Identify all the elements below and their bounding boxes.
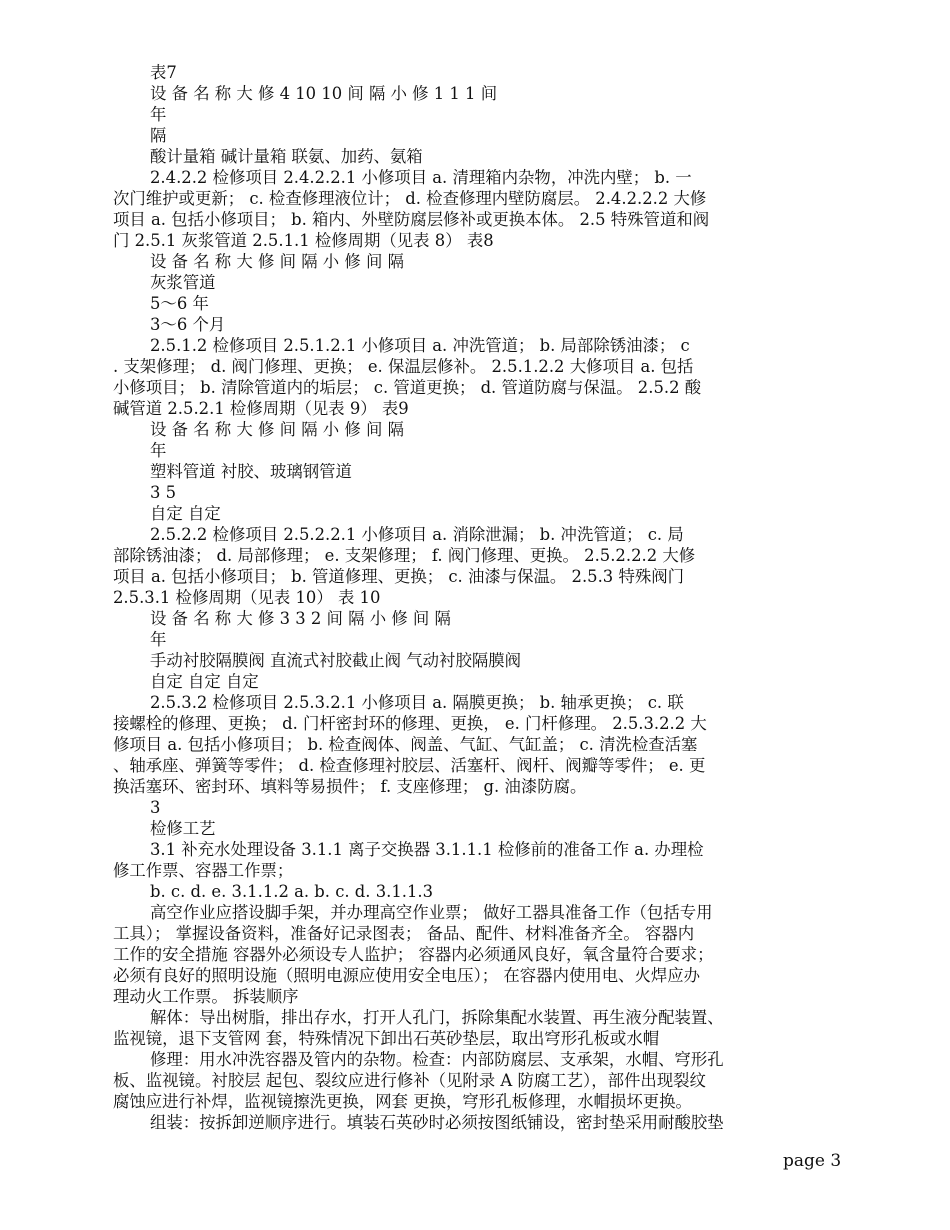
- document-body: [113, 62, 813, 1133]
- text-line: 小修项目； b. 清除管道内的垢层； c. 管道更换； d. 管道防腐与保温。 2.5.2 酸: [113, 378, 702, 397]
- text-line: 修工作票、容器工作票；: [113, 861, 294, 880]
- text-line: 5～6 年: [150, 294, 209, 313]
- text-line: 板、监视镜。衬胶层 起包、裂纹应进行修补（见附录 A 防腐工艺），部件出现裂纹: [113, 1071, 706, 1090]
- text-line: 自定 自定: [150, 504, 221, 523]
- text-line: 门 2.5.1 灰浆管道 2.5.1.1 检修周期（见表 8） 表8: [113, 231, 494, 250]
- text-line: 次门维护或更新； c. 检查修理液位计； d. 检查修理内壁防腐层。 2.4.2.2.2 大修: [113, 189, 707, 208]
- text-line: 年: [150, 441, 167, 460]
- text-line: 设 备 名 称 大 修 间 隔 小 修 间 隔: [150, 420, 404, 439]
- text-line: 年: [150, 630, 167, 649]
- text-line: 表7: [150, 63, 177, 82]
- text-line: 碱管道 2.5.2.1 检修周期（见表 9） 表9: [113, 399, 409, 418]
- text-line: 塑料管道 衬胶、玻璃钢管道: [150, 462, 352, 481]
- text-line: 3.1 补充水处理设备 3.1.1 离子交换器 3.1.1.1 检修前的准备工作 a. 办理检: [150, 840, 704, 859]
- text-line: 隔: [150, 126, 167, 145]
- text-line: 酸计量箱 碱计量箱 联氨、加药、氨箱: [150, 147, 423, 166]
- text-line: 2.5.3.1 检修周期（见表 10） 表 10: [113, 588, 381, 607]
- text-line: 必须有良好的照明设施（照明电源应使用安全电压）； 在容器内使用电、火焊应办: [113, 966, 701, 985]
- text-line: 自定 自定 自定: [150, 672, 259, 691]
- text-line: 3: [150, 798, 161, 817]
- text-line: 修理：用水冲洗容器及管内的杂物。检查：内部防腐层、支承架，水帽、穹形孔: [150, 1050, 724, 1069]
- text-line: 、轴承座、弹簧等零件； d. 检查修理衬胶层、活塞杆、阀杆、阀瓣等零件； e. 更: [113, 756, 706, 775]
- text-line: 设 备 名 称 大 修 4 10 10 间 隔 小 修 1 1 1 间: [150, 84, 498, 103]
- text-line: 接螺栓的修理、更换； d. 门杆密封环的修理、更换， e. 门杆修理。 2.5.3.2.2 大: [113, 714, 707, 733]
- text-line: 换活塞环、密封环、填料等易损件； f. 支座修理； g. 油漆防腐。: [113, 777, 587, 796]
- text-line: 2.5.3.2 检修项目 2.5.3.2.1 小修项目 a. 隔膜更换； b. 轴承更换； c. 联: [150, 693, 684, 712]
- text-line: 解体：导出树脂，排出存水，打开人孔门，拆除集配水装置、再生液分配装置、: [150, 1008, 724, 1027]
- text-line: 修项目 a. 包括小修项目； b. 检查阀体、阀盖、气缸、气缸盖； c. 清洗检查活塞: [113, 735, 698, 754]
- text-line: 高空作业应搭设脚手架，并办理高空作业票； 做好工器具准备工作（包括专用: [150, 903, 713, 922]
- text-line: 2.5.2.2 检修项目 2.5.2.2.1 小修项目 a. 消除泄漏； b. 冲洗管道； c. 局: [150, 525, 684, 544]
- text-line: 腐蚀应进行补焊，监视镜擦洗更换，网套 更换，穹形孔板修理，水帽损坏更换。: [113, 1092, 692, 1111]
- text-line: 理动火工作票。 拆装顺序: [113, 987, 299, 1006]
- text-line: 2.5.1.2 检修项目 2.5.1.2.1 小修项目 a. 冲洗管道； b. 局部除锈油漆； c: [150, 336, 690, 355]
- text-line: 工作的安全措施 容器外必须设专人监护； 容器内必须通风良好，氧含量符合要求；: [113, 945, 714, 964]
- text-line: 监视镜，退下支管网 套，特殊情况下卸出石英砂垫层，取出穹形孔板或水帽: [113, 1029, 660, 1048]
- text-line: 工具）； 掌握设备资料，准备好记录图表； 备品、配件、材料准备齐全。 容器内: [113, 924, 695, 943]
- text-line: 手动衬胶隔膜阀 直流式衬胶截止阀 气动衬胶隔膜阀: [150, 651, 522, 670]
- text-line: 年: [150, 105, 167, 124]
- text-line: 灰浆管道: [150, 273, 216, 292]
- text-line: 3～6 个月: [150, 315, 226, 334]
- text-line: b. c. d. e. 3.1.1.2 a. b. c. d. 3.1.1.3: [150, 882, 434, 901]
- text-line: 设 备 名 称 大 修 3 3 2 间 隔 小 修 间 隔: [150, 609, 451, 628]
- text-line: 设 备 名 称 大 修 间 隔 小 修 间 隔: [150, 252, 404, 271]
- text-line: . 支架修理； d. 阀门修理、更换； e. 保温层修补。 2.5.1.2.2 大修项目 a. 包括: [113, 357, 694, 376]
- text-line: 项目 a. 包括小修项目； b. 箱内、外壁防腐层修补或更换本体。 2.5 特殊管道和阀: [113, 210, 710, 229]
- text-line: 3 5: [150, 483, 177, 502]
- text-line: 检修工艺: [150, 819, 216, 838]
- page-number: page 3: [783, 1151, 842, 1171]
- text-line: 2.4.2.2 检修项目 2.4.2.2.1 小修项目 a. 清理箱内杂物，冲洗内壁； b. 一: [150, 168, 692, 187]
- text-line: 项目 a. 包括小修项目； b. 管道修理、更换； c. 油漆与保温。 2.5.3 特殊阀门: [113, 567, 685, 586]
- text-line: 部除锈油漆； d. 局部修理； e. 支架修理； f. 阀门修理、更换。 2.5.2.2.2 大修: [113, 546, 696, 565]
- text-line: 组装：按拆卸逆顺序进行。填装石英砂时必须按图纸铺设，密封垫采用耐酸胶垫: [150, 1113, 724, 1132]
